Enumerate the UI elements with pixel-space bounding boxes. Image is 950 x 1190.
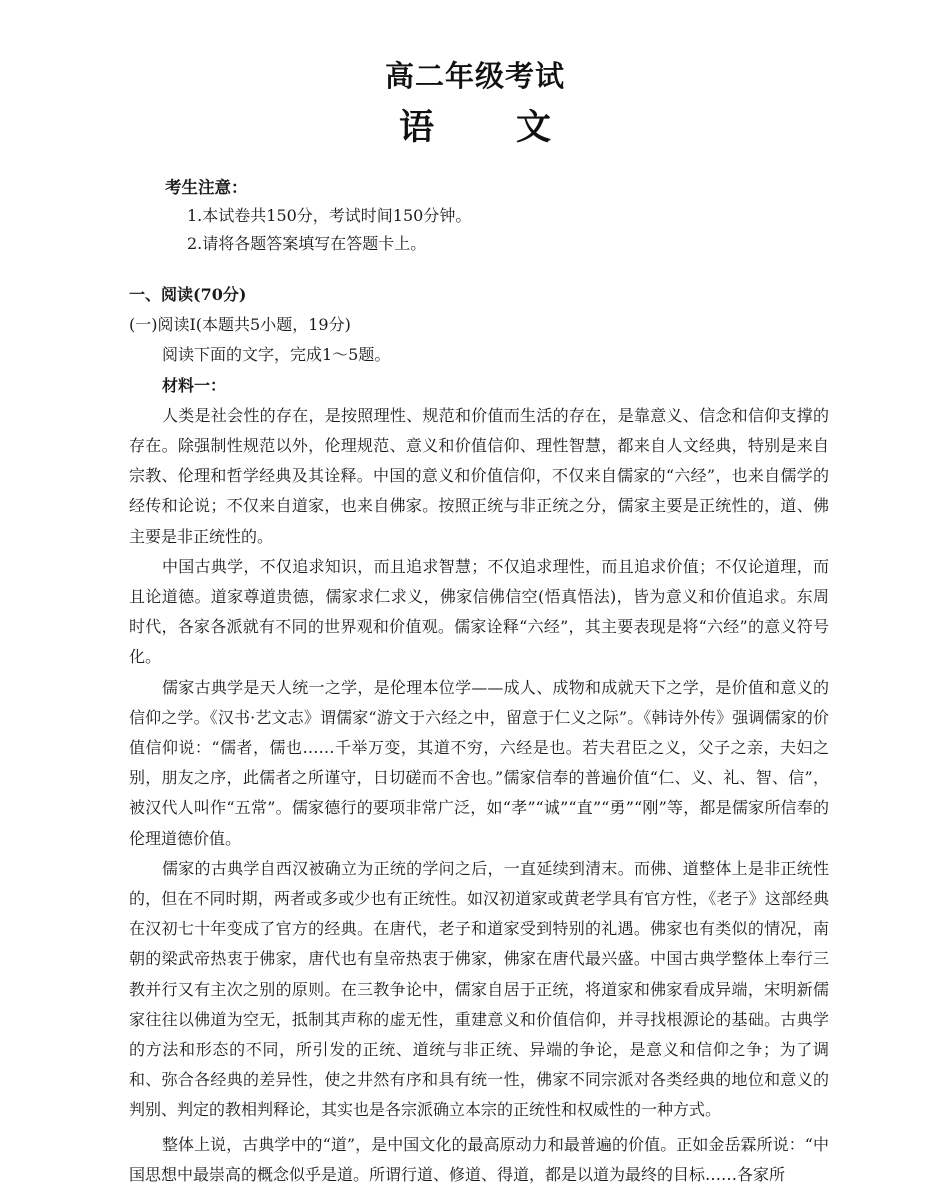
exam-notice bbox=[165, 174, 471, 258]
reading-instruction: 阅读下面的文字，完成1～5题。 bbox=[162, 345, 391, 365]
notice-heading: 考生注意： bbox=[165, 178, 248, 197]
notice-item-2: 2.请将各题答案填写在答题卡上。 bbox=[187, 234, 427, 253]
paragraph-3: 儒家古典学是天人统一之学，是伦理本位学——成人、成物和成就天下之学，是价值和意义的信仰之学。《汉书·艺文志》谓儒家“游文于六经之中，留意于仁义之际”。《韩诗外传》强调儒家的价值信仰说：“儒者，儒也……千举万变，其道不穷，六经是也。若夫君臣之义，父子之亲，夫妇之别，朋友之序，此儒者之所谨守，日切磋而不舍也。”儒家信奉的普遍价值“仁、义、礼、智、信”，被汉代人叫作“五常”。儒家德行的要项非常广泛，如“孝”“诚”“直”“勇”“刚”等，都是儒家所信奉的伦理道德价值。 bbox=[129, 677, 829, 848]
material-label: 材料一： bbox=[162, 375, 227, 395]
paragraph-1: 人类是社会性的存在，是按照理性、规范和价值而生活的存在，是靠意义、信念和信仰支撑的存在。除强制性规范以外，伦理规范、意义和价值信仰、理性智慧，都来自人文经典，特别是来自宗教、伦理和哲学经典及其诠释。中国的意义和价值信仰，不仅来自儒家的“六经”，也来自儒学的经传和论说；不仅来自道家，也来自佛家。按照正统与非正统之分，儒家主要是正统性的，道、佛主要是非正统性的。 bbox=[129, 405, 829, 546]
section-subtitle: (一)阅读Ⅰ(本题共5小题，19分) bbox=[129, 315, 351, 335]
subject-char-1: 语 bbox=[398, 107, 434, 148]
section-title: 一、阅读(70分) bbox=[129, 285, 247, 304]
paragraph-5-clip bbox=[129, 1130, 829, 1184]
paragraph-5: 整体上说，古典学中的“道”，是中国文化的最高原动力和最普遍的价值。正如金岳霖所说：“中国思想中最崇高的概念似乎是道。所谓行道、修道、得道，都是以道为最终的目标……各家所 bbox=[129, 1134, 829, 1184]
paragraph-2: 中国古典学，不仅追求知识，而且追求智慧；不仅追求理性，而且追求价值；不仅论道理，而且论道德。道家尊道贵德，儒家求仁求义，佛家信佛信空(悟真悟法)，皆为意义和价值追求。东周时代，各家各派就有不同的世界观和价值观。儒家诠释“六经”，其主要表现是将“六经”的意义符号化。 bbox=[129, 556, 829, 667]
subject-title bbox=[0, 100, 950, 150]
reading-section bbox=[129, 280, 829, 1184]
notice-item-1: 1.本试卷共150分，考试时间150分钟。 bbox=[187, 206, 472, 225]
exam-title: 高二年级考试 bbox=[384, 59, 565, 93]
paragraph-4: 儒家的古典学自西汉被确立为正统的学问之后，一直延续到清末。而佛、道整体上是非正统性的，但在不同时期，两者或多或少也有正统性。如汉初道家或黄老学具有官方性，《老子》这部经典在汉初七十年变成了官方的经典。在唐代，老子和道家受到特别的礼遇。佛家也有类似的情况，南朝的梁武帝热衷于佛家，唐代也有皇帝热衷于佛家，佛家在唐代最兴盛。中国古典学整体上奉行三教并行又有主次之别的原则。在三教争论中，儒家自居于正统，将道家和佛家看成异端，宋明新儒家往往以佛道为空无，抵制其声称的虚无性，重建意义和价值信仰，并寻找根源论的基础。古典学的方法和形态的不同，所引发的正统、道统与非正统、异端的争论，是意义和信仰之争；为了调和、弥合各经典的差异性，使之井然有序和具有统一性，佛家不同宗派对各类经典的地位和意义的判别、判定的教相判释论，其实也是各宗派确立本宗的正统性和权威性的一种方式。 bbox=[129, 858, 829, 1120]
subject-char-2: 文 bbox=[516, 107, 552, 148]
